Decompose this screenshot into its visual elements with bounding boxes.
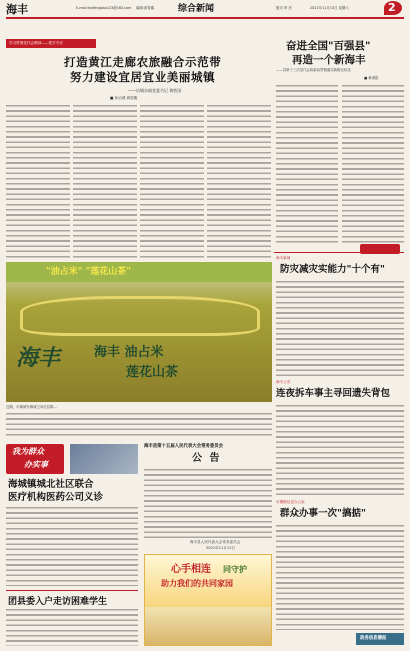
story1-title-line2: 医疗机构医药公司义诊 — [8, 492, 104, 503]
rice-field-photo — [6, 262, 272, 402]
news3-tag: 可塘镇信息办公室 — [276, 500, 305, 504]
field-sign-line1: 海丰 油占米 — [94, 345, 164, 360]
field-pattern — [20, 296, 260, 336]
news1-title: 防灾减灾实能力"十个有" — [280, 264, 385, 275]
masthead-editor: 编辑:黄智鑫 — [136, 6, 155, 10]
mid-divider — [6, 590, 138, 591]
party-congress-banner-text: 学习贯彻党代会精神——把手专访 — [9, 41, 63, 45]
photo-caption: 近期，可揭城东海城卫冲后县陈… — [6, 405, 57, 409]
story2-title: 团县委入户走访困难学生 — [8, 597, 108, 607]
feature-body-col2 — [342, 84, 404, 244]
news3-body — [276, 524, 404, 630]
masthead-email: E-mail:haifengbao123@163.com — [76, 6, 132, 10]
bottom-tag-text: 政务信息播报 — [360, 636, 387, 641]
field-top-text: "油占米" "莲花山茶" — [46, 267, 131, 277]
service-badge-line1: 我为群众 — [12, 447, 44, 456]
field-big-logo: 海丰 — [16, 345, 61, 371]
feature-subtitle: ——县第十三次党代会给新局贯彻落实新路径综述 — [276, 68, 351, 72]
news1-tag: 海丰新闻 — [276, 256, 291, 260]
photo-caption-lines — [6, 412, 272, 438]
feature-title-line1: 奋进全国"百强县" — [286, 40, 371, 52]
section-title: 综合新闻 — [178, 4, 215, 14]
story1-body — [6, 506, 138, 586]
story1-title-line1: 海城镇城北社区联合 — [8, 479, 94, 490]
notice-footer-org: 海丰县人民代表大会常务委员会 — [190, 540, 241, 544]
ad-houses — [145, 607, 272, 646]
notice-header: 海丰县第十五届人民代表大会常务委员会 — [144, 444, 224, 449]
news1-body — [276, 280, 404, 376]
news2-title: 连夜拆车事主寻回遗失背包 — [276, 388, 391, 399]
masthead-rule — [6, 17, 404, 19]
masthead-date: 2021年11月13日 星期六 — [310, 6, 349, 10]
field-sign-line2: 莲花山茶 — [126, 365, 179, 380]
ad-line2: 同守护 — [223, 565, 247, 574]
lead-subtitle: ——访城东镇党委书记 黄胜国 — [128, 88, 182, 93]
ad-line3: 助力我们的共同家园 — [161, 579, 233, 588]
service-badge-line2: 办实事 — [24, 460, 48, 469]
page-number: 2 — [388, 1, 396, 14]
feature-body-col1 — [276, 84, 338, 244]
lead-body-col4 — [207, 104, 271, 260]
feature-byline: ■ 黄秉铭 — [364, 76, 379, 80]
masthead — [0, 0, 410, 36]
public-service-ad — [144, 554, 272, 646]
right-col-divider — [274, 252, 404, 253]
masthead-logo: 海丰 — [6, 3, 28, 16]
story2-body — [6, 608, 138, 646]
feature-title-line2: 再造一个新海丰 — [292, 54, 366, 66]
volunteer-photo-1 — [70, 444, 138, 474]
lead-title-line1: 打造黄江走廊农旅融合示范带 — [64, 55, 222, 69]
ad-line1: 心手相连 — [171, 564, 211, 575]
masthead-proof: 版式:李 亮 — [276, 6, 292, 10]
notice-title: 公 告 — [192, 453, 222, 464]
notice-body — [144, 468, 272, 538]
lead-body-col2 — [73, 104, 137, 260]
lead-title-line2: 努力建设宜居宜业美丽城镇 — [70, 70, 216, 84]
news2-body — [276, 404, 404, 496]
lead-body-col3 — [140, 104, 204, 260]
lead-byline: ■ 孙启城 黄智鑫 — [110, 96, 138, 100]
news3-title: 群众办事一次"搞掂" — [280, 508, 366, 519]
news2-tag: 海丰公安 — [276, 380, 291, 384]
notice-footer-date: 2021年11月12日 — [206, 546, 236, 550]
lead-body-col1 — [6, 104, 70, 260]
